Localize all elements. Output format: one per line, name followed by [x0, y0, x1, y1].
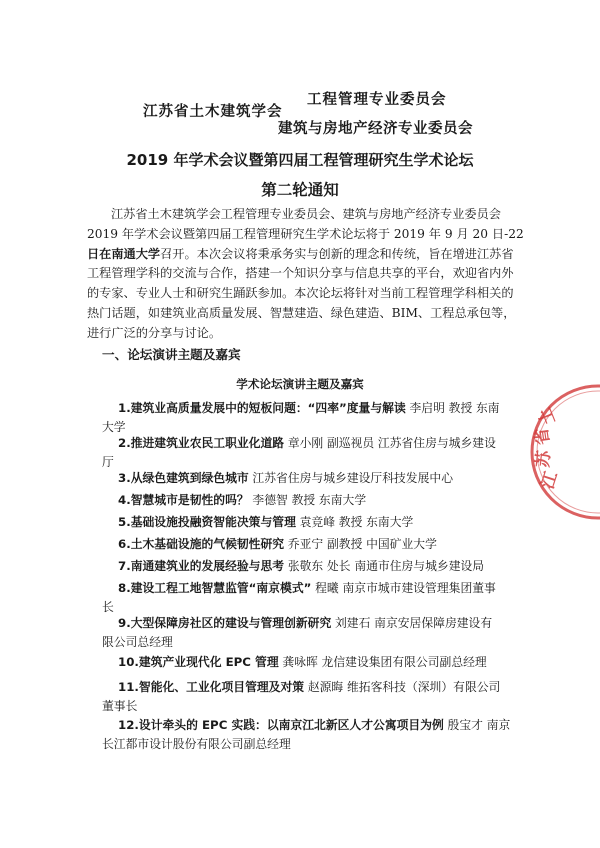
svg-text:江: 江: [537, 469, 563, 492]
item-number: 7.: [118, 559, 131, 573]
item-speaker: 章小刚 副巡视员 江苏省住房与城乡建设: [284, 436, 496, 450]
item-number: 10.: [118, 655, 139, 669]
svg-text:省: 省: [531, 426, 554, 447]
venue-highlight: 日在南通大学: [87, 246, 161, 261]
intro-line: [87, 245, 527, 265]
intro-line: 的专家、专业人士和研究生踊跃参加。本次论坛将针对当前工程管理学科相关的: [87, 286, 514, 301]
document-subtitle: 第二轮通知: [261, 181, 339, 199]
speaker-item: [102, 535, 522, 554]
item-number: 8.: [118, 581, 131, 595]
item-topic: 南通建筑业的发展经验与思考: [130, 559, 285, 573]
seal-graphic: [516, 382, 600, 522]
item-speaker-cont: 董事长: [102, 698, 138, 713]
item-speaker-cont: 限公司总经理: [102, 634, 173, 649]
item-topic: 从绿色建筑到绿色城市: [130, 471, 249, 485]
item-topic: 智慧城市是韧性的吗？: [130, 493, 249, 507]
item-number: 4.: [118, 493, 131, 507]
item-number: 6.: [118, 537, 131, 551]
speaker-item: [102, 716, 522, 753]
item-speaker-cont: 大学: [102, 419, 126, 434]
item-topic: 建筑产业现代化 EPC 管理: [138, 655, 279, 669]
speaker-item: [102, 653, 522, 672]
item-topic: 建筑业高质量发展中的短板问题：“四率”度量与解读: [130, 401, 406, 415]
speaker-item: [102, 434, 522, 471]
intro-line: 2019 年学术会议暨第四届工程管理研究生学术论坛将于 2019 年 9 月 20 日-22: [87, 226, 524, 241]
speaker-item: [102, 469, 522, 488]
intro-text: 召开。本次会议将秉承务实与创新的理念和传统，旨在增进江苏省: [160, 246, 514, 261]
section-heading: 一、论坛演讲主题及嘉宾: [102, 347, 241, 362]
speaker-item: [102, 491, 522, 510]
item-speaker: 龚咏晖 龙信建设集团有限公司副总经理: [278, 655, 487, 669]
item-speaker: 殷宝才 南京: [443, 718, 511, 732]
intro-line: 热门话题，如建筑业高质量发展、智慧建造、绿色建造、BIM、工程总承包等，: [87, 305, 516, 320]
item-topic: 推进建筑业农民工职业化道路: [130, 436, 285, 450]
item-speaker: 江苏省住房与城乡建设厅科技发展中心: [248, 471, 453, 485]
item-topic: 基础设施投融资智能决策与管理: [130, 515, 296, 529]
item-number: 3.: [118, 471, 131, 485]
document-title: 2019 年学术会议暨第四届工程管理研究生学术论坛: [126, 151, 474, 169]
organizer-society: 江苏省土木建筑学会: [143, 103, 283, 120]
speaker-item: [102, 399, 522, 436]
speaker-item: [102, 579, 522, 616]
item-speaker: 程曦 南京市城市建设管理集团董事: [311, 581, 496, 595]
item-number: 11.: [118, 680, 139, 694]
item-topic: 设计牵头的 EPC 实践：以南京江北新区人才公寓项目为例: [138, 718, 444, 732]
intro-paragraph: [87, 205, 527, 344]
svg-text:苏: 苏: [533, 449, 555, 469]
item-number: 1.: [118, 401, 131, 415]
item-number: 12.: [118, 718, 139, 732]
item-speaker: 乔亚宁 副教授 中国矿业大学: [284, 537, 437, 551]
speaker-item: [102, 557, 522, 576]
intro-line: 江苏省土木建筑学会工程管理专业委员会、建筑与房地产经济专业委员会: [111, 207, 501, 221]
organizer-committee-1: 工程管理专业委员会: [307, 91, 447, 108]
speaker-list-caption: 学术论坛演讲主题及嘉宾: [236, 377, 364, 391]
item-speaker-cont: 长: [102, 599, 114, 614]
item-number: 2.: [118, 436, 131, 450]
item-topic: 建设工程工地智慧监管“南京模式”: [130, 581, 312, 595]
item-speaker: 袁竞峰 教授 东南大学: [295, 515, 414, 529]
item-topic: 土木基础设施的气候韧性研究: [130, 537, 285, 551]
organizer-committee-2: 建筑与房地产经济专业委员会: [278, 120, 473, 137]
speaker-item: [102, 614, 522, 651]
item-speaker: 赵源晦 维拓客科技（深圳）有限公司: [304, 680, 501, 694]
item-speaker: 李启明 教授 东南: [405, 401, 500, 415]
item-speaker-cont: 厅: [102, 454, 114, 469]
speaker-item: [102, 678, 522, 715]
item-number: 9.: [118, 616, 131, 630]
item-topic: 大型保障房社区的建设与管理创新研究: [130, 616, 332, 630]
item-speaker: 刘建石 南京安居保障房建设有: [331, 616, 493, 630]
intro-line: 工程管理学科的交流与合作，搭建一个知识分享与信息共享的平台，欢迎省内外: [87, 266, 514, 281]
official-seal-stamp: [516, 382, 600, 522]
intro-line: 进行广泛的分享与讨论。: [87, 325, 222, 340]
item-topic: 智能化、工业化项目管理及对策: [138, 680, 305, 694]
item-speaker: 张敬东 处长 南通市住房与城乡建设局: [284, 559, 485, 573]
svg-text:土: 土: [534, 404, 560, 428]
item-number: 5.: [118, 515, 131, 529]
item-speaker-cont: 长江都市设计股份有限公司副总经理: [102, 736, 291, 751]
item-speaker: 李德智 教授 东南大学: [248, 493, 367, 507]
speaker-item: [102, 513, 522, 532]
